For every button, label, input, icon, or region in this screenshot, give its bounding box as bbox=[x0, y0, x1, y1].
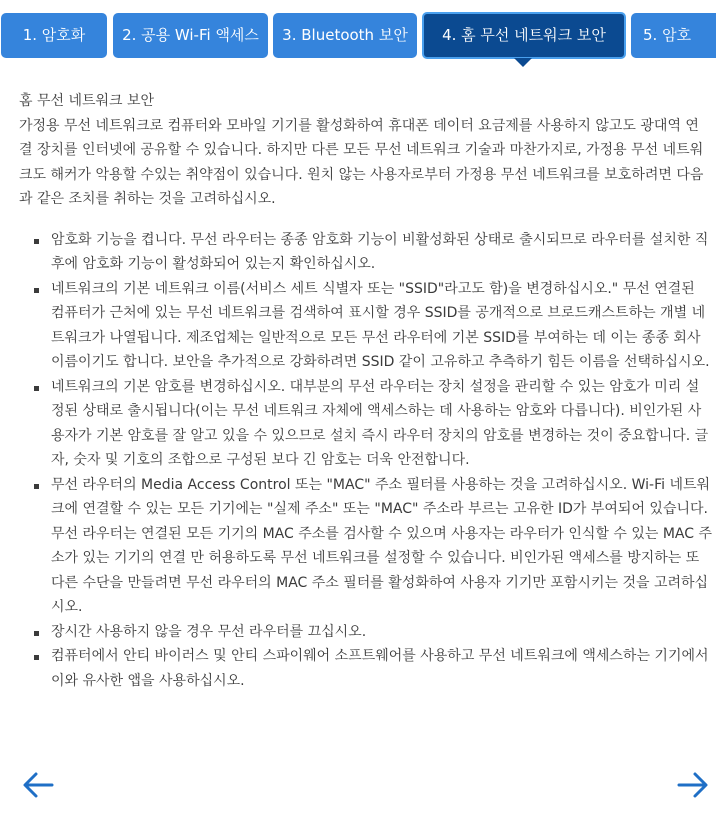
list-item: 무선 라우터의 Media Access Control 또는 "MAC" 주소 필터를 사용하는 것을 고려하십시오. Wi-Fi 네트워크에 연결할 수 있는 모든 기기에는 "실제 주소" 또는 "MAC" 주소라 부르는 고유한 ID가 부여되어 있습니다. 무선 라우터는 연결된 모든 기기의 MAC 주소를 검사할 수 있으며 사용자는 라우터가 인식할 수 있는 MAC 주소가 있는 기기의 연결 만 허용하도록 무선 네트워크를 설정할 수 있습니다. 비인가된 액세스를 방지하는 또다른 수단을 만들려면 무선 라우터의 MAC 주소 필터를 활성화하여 사용자 기기만 포함시키는 것을 고려하십시오. bbox=[51, 473, 712, 620]
list-item: 컴퓨터에서 안티 바이러스 및 안티 스파이웨어 소프트웨어를 사용하고 무선 네트워크에 액세스하는 기기에서 이와 유사한 앱을 사용하십시오. bbox=[51, 644, 712, 693]
tab-public-wifi[interactable]: 2. 공용 Wi-Fi 액세스 bbox=[113, 13, 268, 58]
list-item: 네트워크의 기본 암호를 변경하십시오. 대부분의 무선 라우터는 장치 설정을 관리할 수 있는 암호가 미리 설정된 상태로 출시됩니다(이는 무선 네트워크 자체에 액세스하는 데 사용하는 암호와 다릅니다). 비인가된 사용자가 기본 암호를 잘 알고 있을 수 있으므로 설치 즉시 라우터 장치의 암호를 변경하는 것이 중요합니다. 글자, 숫자 및 기호의 조합으로 구성된 보다 긴 암호는 더욱 안전합니다. bbox=[51, 375, 712, 473]
list-item: 네트워크의 기본 네트워크 이름(서비스 세트 식별자 또는 "SSID"라고도 함)을 변경하십시오." 무선 연결된 컴퓨터가 근처에 있는 무선 네트워크를 검색하여 표시할 경우 SSID를 공개적으로 브로드캐스트하는 개별 네트워크가 나열됩니다. 제조업체는 일반적으로 모든 무선 라우터에 기본 SSID를 부여하는 데 이는 종종 회사 이름이기도 합니다. 보안을 추가적으로 강화하려면 SSID 같이 고유하고 추측하기 힘든 이름을 선택하십시오. bbox=[51, 277, 712, 375]
list-item: 암호화 기능을 켭니다. 무선 라우터는 종종 암호화 기능이 비활성화된 상태로 출시되므로 라우터를 설치한 직후에 암호화 기능이 활성화되어 있는지 확인하십시오. bbox=[51, 228, 712, 277]
section-title: 홈 무선 네트워크 보안 bbox=[19, 93, 155, 109]
arrow-right-icon bbox=[677, 771, 709, 799]
tab-home-wireless-security[interactable]: 4. 홈 무선 네트워크 보안 bbox=[422, 12, 626, 59]
article bbox=[19, 89, 712, 693]
tab-encryption[interactable]: 1. 암호화 bbox=[1, 13, 107, 58]
tips-list bbox=[19, 228, 712, 694]
active-tab-pointer bbox=[514, 58, 532, 67]
next-button[interactable] bbox=[677, 771, 709, 799]
tab-bluetooth-security[interactable]: 3. Bluetooth 보안 bbox=[273, 13, 417, 58]
tab-password[interactable]: 5. 암호 bbox=[631, 13, 716, 58]
list-item: 장시간 사용하지 않을 경우 무선 라우터를 끄십시오. bbox=[51, 620, 712, 645]
intro-paragraph: 가정용 무선 네트워크로 컴퓨터와 모바일 기기를 활성화하여 휴대폰 데이터 요금제를 사용하지 않고도 광대역 연결 장치를 인터넷에 공유할 수 있습니다. 하지만 다른 모든 무선 네트워크 기술과 마찬가지로, 가정용 무선 네트워크도 해커가 악용할 수있는 취약점이 있습니다. 원치 않는 사용자로부터 가정용 무선 네트워크를 보호하려면 다음과 같은 조치를 취하는 것을 고려하십시오. bbox=[19, 117, 704, 207]
arrow-left-icon bbox=[22, 771, 54, 799]
prev-button[interactable] bbox=[22, 771, 54, 799]
tab-bar bbox=[1, 12, 716, 59]
